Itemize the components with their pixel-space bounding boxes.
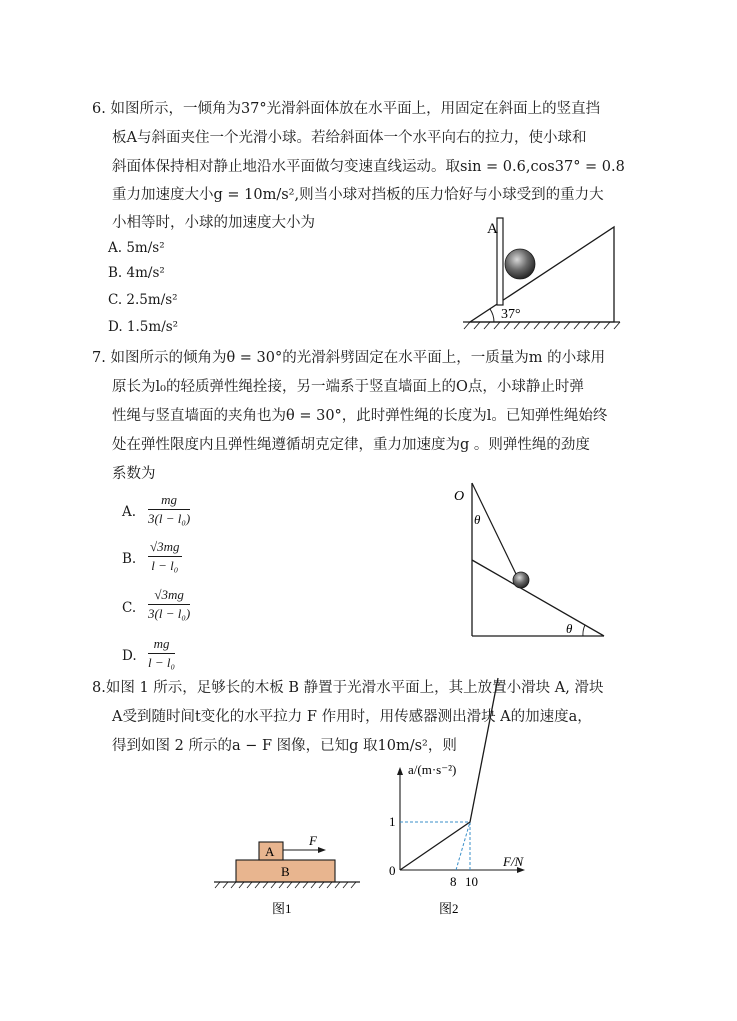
q6-option-b: B. 4m/s² bbox=[108, 265, 165, 281]
q7-option-c-den: 3(l − l₀) bbox=[148, 606, 191, 621]
q7-option-b-label: B. bbox=[122, 551, 137, 567]
q8-x-axis-label: F/N bbox=[503, 854, 524, 869]
q7-option-d-num: mg bbox=[148, 636, 175, 654]
q7-option-d-label: D. bbox=[122, 648, 137, 664]
q6-line-3: 斜面体保持相对静止地沿水平面做匀变速直线运动。取sin = 0.6,cos37° = 0.8 bbox=[112, 159, 625, 175]
q8-line-1: 8.如图 1 所示，足够长的木板 B 静置于光滑水平面上，其上放置小滑块 A, 滑块 bbox=[92, 680, 604, 696]
q8-origin-label: 0 bbox=[389, 863, 396, 878]
q8-guide-to-8 bbox=[456, 822, 470, 870]
q7-option-c-label: C. bbox=[122, 600, 137, 616]
q7-option-c-num: √3mg bbox=[148, 587, 190, 605]
q7-option-a-den: 3(l − l₀) bbox=[148, 511, 191, 526]
q7-theta-top: θ bbox=[474, 512, 481, 527]
q8-x-tick-10: 10 bbox=[465, 874, 478, 889]
q7-line-2: 原长为l₀的轻质弹性绳拴接，另一端系于竖直墙面上的O点，小球静止时弹 bbox=[112, 379, 584, 395]
q7-option-b-num: √3mg bbox=[148, 539, 182, 557]
q8-fig2-caption: 图2 bbox=[439, 901, 459, 916]
q8-x-tick-8: 8 bbox=[450, 874, 457, 889]
q6-line-4: 重力加速度大小g = 10m/s²,则当小球对挡板的压力恰好与小球受到的重力大 bbox=[112, 187, 604, 203]
q8-y-axis-arrow bbox=[397, 767, 403, 775]
q8-board-b-label: B bbox=[281, 864, 290, 879]
q8-line-3: 得到如图 2 所示的a − F 图像，已知g 取10m/s²，则 bbox=[112, 738, 457, 754]
q8-y-axis-label: a/(m·s⁻²) bbox=[408, 762, 457, 777]
q6-plate-label: A bbox=[487, 221, 498, 237]
q6-line-5: 小相等时，小球的加速度大小为 bbox=[112, 215, 315, 231]
q7-line-4: 处在弹性限度内且弹性绳遵循胡克定律，重力加速度为g 。则弹性绳的劲度 bbox=[112, 437, 590, 453]
q7-point-o: O bbox=[454, 489, 465, 504]
q8-force-label: F bbox=[309, 833, 317, 848]
q7-option-a-label: A. bbox=[122, 504, 137, 520]
q8-block-a-label: A bbox=[265, 844, 275, 859]
q7-line-1: 7. 如图所示的倾角为θ = 30°的光滑斜劈固定在水平面上，一质量为m 的小球用 bbox=[92, 350, 606, 366]
q8-y-tick-1: 1 bbox=[389, 814, 396, 829]
q6-option-c: C. 2.5m/s² bbox=[108, 292, 178, 308]
q6-option-a: A. 5m/s² bbox=[108, 240, 165, 256]
q7-option-b-den: l − l₀ bbox=[151, 558, 179, 573]
q7-theta-bottom: θ bbox=[566, 621, 573, 636]
q7-option-d-den: l − l₀ bbox=[148, 655, 176, 670]
q6-line-1: 6. 如图所示，一倾角为37°光滑斜面体放在水平面上，用固定在斜面上的竖直挡 bbox=[92, 101, 601, 117]
q7-option-a-num: mg bbox=[148, 492, 190, 510]
q8-fig1-caption: 图1 bbox=[272, 901, 292, 916]
q7-line-3: 性绳与竖直墙面的夹角也为θ = 30°，此时弹性绳的长度为l。已知弹性绳始终 bbox=[112, 408, 608, 424]
q7-line-5: 系数为 bbox=[112, 466, 156, 482]
q6-line-2: 板A与斜面夹住一个光滑小球。若给斜面体一个水平向右的拉力，使小球和 bbox=[112, 130, 587, 146]
q6-angle-label: 37° bbox=[501, 307, 521, 322]
q8-line-2: A受到随时间t变化的水平拉力 F 作用时，用传感器测出滑块 A的加速度a， bbox=[112, 709, 592, 725]
q6-option-d: D. 1.5m/s² bbox=[108, 319, 179, 335]
